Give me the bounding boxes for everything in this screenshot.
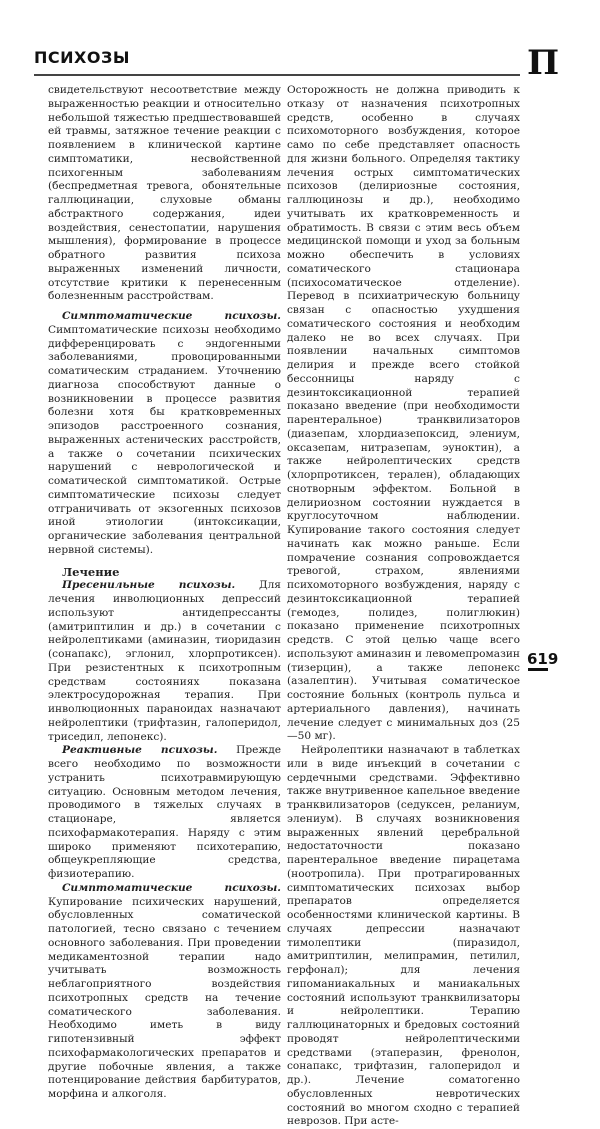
paragraph [48, 744, 281, 882]
page-number: 619 [527, 650, 559, 668]
run-in-heading: Симптоматические психозы. [62, 881, 281, 894]
page-number-underline [528, 668, 548, 671]
section-letter: П [527, 43, 560, 83]
paragraph [48, 310, 281, 558]
paragraph-text: Купирование психических нарушений, обусловленных соматической патологией, тесно связано с течением основного заболевания. При проведении медикаментозной терапии надо учитывать возможность неблагоприятного воздействия психотропных средств на течение соматического заболевания. Необходимо иметь в виду гипотензивный эффект психофармакологических препаратов и другие побочные явления, а также потенцирование действия барбитуратов, морфина и алкоголя. [48, 895, 281, 1100]
paragraph: Нейролептики назначают в таблетках или в виде инъекций в сочетании с сердечными средствами. Эффективно также внутривенное капельное введение транквилизаторов (седуксен, реланиум, элениум). В случаях возникновения выраженных явлений церебральной недостаточности показано парентеральное введение пирацетама (ноотропила). При протрагированных симптоматических психозах выбор препаратов определяется особенностями клинической картины. В случаях депрессии назначают тимолептики (пиразидол, амитриптилин, мелипрамин, петилил, герфонал); для лечения гипоманиакальных и маниакальных состояний используют транквилизаторы и нейролептики. Терапию галлюцинаторных и бредовых состояний проводят нейролептическими средствами (этаперазин, френолон, сонапакс, трифтазин, галоперидол и др.). Лечение соматогенно обусловленных невротических состояний во многом сходно с терапией неврозов. При асте- [287, 744, 520, 1128]
paragraph [48, 579, 281, 744]
header-divider [34, 74, 520, 76]
run-in-heading: Симптоматические психозы. [62, 310, 281, 322]
run-in-heading: Пресенильные психозы. [62, 579, 236, 592]
paragraph-text: Прежде всего необходимо по возможности устранить психотравмирующую ситуацию. Основным методом лечения, проводимого в тяжелых случаях в стационаре, является психофармакотерапия. Наряду с этим широко применяют психотерапию, общеукрепляющие средства, физиотерапию. [48, 744, 281, 880]
paragraph-text: Для лечения инволюционных депрессий используют антидепрессанты (амитриптилин и др.) в сочетании с нейролептиками (аминазин, тиоридазин (сонапакс), эглонил, хлорпротиксен). При резистентных к психотропным средствам состояниях показана электросудорожная терапия. При инволюционных параноидах назначают нейролептики (трифтазин, галоперидол, триседил, лепонекс). [48, 579, 281, 743]
paragraph-text: Симптоматические психозы необходимо дифференцировать с эндогенными заболеваниями, провоцированными соматическим страданием. Уточнению диагноза способствуют данные о возникновении в процессе развития болезни хотя бы кратковременных эпизодов расстроенного сознания, выраженных астенических расстройств, а также о сочетании психических нарушений с неврологической и соматической симптоматикой. Острые симптоматические психозы следует отграничивать от экзогенных психозов иной этиологии (интоксикации, органические заболевания центральной нервной системы). [48, 323, 281, 556]
left-column [48, 84, 281, 1102]
paragraph [48, 882, 281, 1102]
paragraph: свидетельствуют несоответствие между выраженностью реакции и относительно небольшой тяжестью предшествовавшей ей травмы, затяжное течение реакции с появлением в клинической картине симптоматики, несвойственной психогенным заболеваниям (беспредметная тревога, обонятельные галлюцинации, слуховые обманы абстрактного содержания, идеи воздействия, сенестопатии, нарушения мышления), формирование в процессе обратного развития психоза выраженных изменений личности, отсутствие критики к перенесенным болезненным расстройствам. [48, 84, 281, 303]
run-in-heading: Реактивные психозы. [62, 744, 218, 757]
right-column [287, 84, 520, 1129]
paragraph: Осторожность не должна приводить к отказу от назначения психотропных средств, особенно в случаях психомоторного возбуждения, которое само по себе представляет опасность для жизни больного. Определяя тактику лечения острых симптоматических психозов (делириозные состояния, галлюцинозы и др.), необходимо учитывать их кратковременность и обратимость. В связи с этим весь объем медицинской помощи и уход за больным можно обеспечить в условиях соматического стационара (психосоматическое отделение). Перевод в психиатрическую больницу связан с опасностью ухудшения соматического состояния и необходим далеко не во всех случаях. При появлении начальных симптомов делирия и прежде всего стойкой бессонницы наряду с дезинтоксикационной терапией показано введение (при необходимости парентеральное) транквилизаторов (диазепам, хлордиазепоксид, элениум, оксазепам, нитразепам, эуноктин), а также нейролептических средств (хлорпротиксен, терален), обладающих снотворным эффектом. Больной в делириозном состоянии нуждается в круглосуточном наблюдении. Купирование такого состояния следует начинать как можно раньше. Если помрачение сознания сопровождается тревогой, страхом, явлениями психомоторного возбуждения, наряду с дезинтоксикационной терапией (гемодез, полидез, полиглюкин) показано применение психотропных средств. С этой целью чаще всего используют аминазин и левомепромазин (тизерцин), а также лепонекс (азалептин). Учитывая соматическое состояние больных (контроль пульса и артериального давления), начинать лечение следует с минимальных доз (25—50 мг). [287, 84, 520, 743]
section-heading: Лечение [62, 564, 120, 579]
running-title: ПСИХОЗЫ [34, 48, 130, 67]
